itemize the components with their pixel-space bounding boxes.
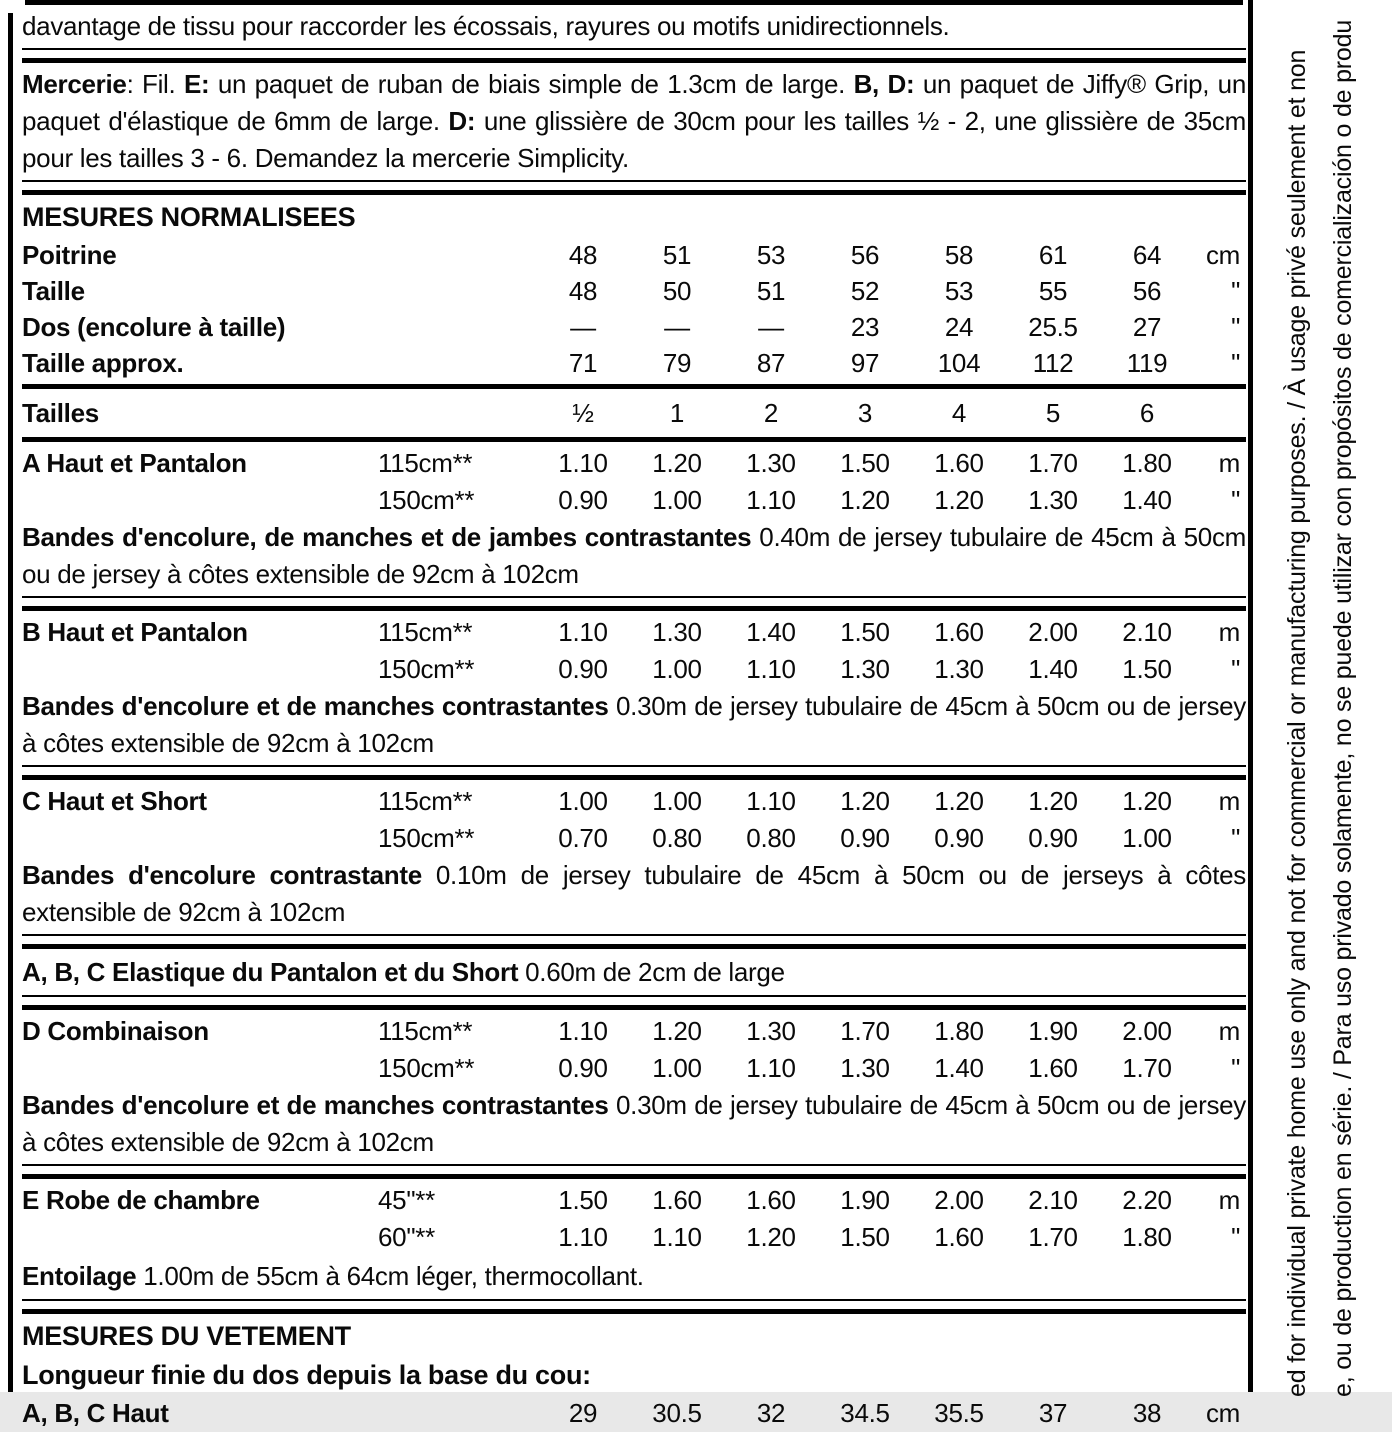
view-bd-label: B, D: [853, 69, 915, 99]
yardage-section-b [22, 614, 1246, 762]
measurement-row-height [22, 345, 1246, 381]
measurement-value: 112 [1032, 348, 1074, 378]
yardage-value: 1.10 [746, 1053, 796, 1083]
row-divider [22, 384, 1246, 389]
yardage-value: 1.30 [934, 654, 984, 684]
yardage-section-d [22, 1013, 1246, 1161]
size-value: 3 [857, 398, 873, 428]
yardage-value: 1.10 [558, 1222, 608, 1252]
measurement-value: 35.5 [934, 1398, 984, 1428]
yardage-value: 0.90 [558, 1053, 608, 1083]
measurement-value: 32 [756, 1398, 786, 1428]
measurement-value: — [570, 312, 596, 342]
unit-label: " [1231, 276, 1240, 306]
yardage-value: 1.10 [746, 654, 796, 684]
fabric-width: 45"** [378, 1185, 435, 1215]
yardage-value: 1.20 [652, 448, 702, 478]
measurement-value: 119 [1126, 348, 1168, 378]
yardage-value: 1.60 [1028, 1053, 1078, 1083]
unit-label: m [1218, 617, 1240, 647]
yardage-value: 1.10 [558, 448, 608, 478]
garment-measurements-heading: MESURES DU VETEMENT [22, 1321, 351, 1351]
fabric-note-continuation: davantage de tissu pour raccorder les écossais, rayures ou motifs unidirectionnels. [22, 11, 950, 41]
yardage-value: 1.00 [652, 1053, 702, 1083]
yardage-value: 1.10 [558, 617, 608, 647]
yardage-value: 1.60 [934, 448, 984, 478]
yardage-section-c [22, 783, 1246, 931]
notions-paragraph [22, 66, 1246, 177]
notions-label: Mercerie [22, 69, 127, 99]
view-label: E Robe de chambre [22, 1185, 260, 1215]
measurement-row-waist [22, 273, 1246, 309]
yardage-value: 2.00 [1028, 617, 1078, 647]
measurement-value: 48 [568, 276, 598, 306]
section-divider [22, 765, 1246, 780]
section-divider [22, 180, 1246, 195]
measurement-row-back [22, 309, 1246, 345]
unit-label: cm [1205, 240, 1240, 270]
contrast-band-note [22, 857, 1246, 931]
measurement-value: 58 [944, 240, 974, 270]
yardage-value: 1.00 [652, 485, 702, 515]
yardage-value: 1.40 [934, 1053, 984, 1083]
section-divider [22, 1299, 1246, 1314]
note-detail: 1.00m de 55cm à 64cm léger, thermocollant. [136, 1261, 644, 1291]
row-divider [22, 437, 1246, 442]
fabric-width: 115cm** [378, 1016, 473, 1046]
view-label: D Combinaison [22, 1016, 209, 1046]
measurement-value: 38 [1132, 1398, 1162, 1428]
yardage-value: 1.10 [746, 485, 796, 515]
yardage-value: 1.00 [558, 786, 608, 816]
section-divider [22, 1164, 1246, 1179]
measurement-value: 52 [850, 276, 880, 306]
fabric-width: 60"** [378, 1222, 435, 1252]
fabric-width: 150cm** [378, 823, 475, 853]
measurement-value: 53 [756, 240, 786, 270]
yardage-value: 1.80 [1122, 1222, 1172, 1252]
yardage-value: 1.90 [840, 1185, 890, 1215]
measurement-value: 55 [1038, 276, 1068, 306]
yardage-row [22, 1050, 1246, 1087]
measurement-value: 37 [1038, 1398, 1068, 1428]
elastic-note [22, 952, 1246, 992]
measurement-value: 79 [662, 348, 692, 378]
yardage-value: 1.10 [746, 786, 796, 816]
note-lead: A, B, C Elastique du Pantalon et du Short [22, 957, 519, 987]
yardage-value: 1.90 [1028, 1016, 1078, 1046]
yardage-section-e [22, 1182, 1246, 1296]
left-border-rule [8, 13, 13, 1392]
measurement-value: 87 [756, 348, 786, 378]
yardage-value: 1.70 [1028, 448, 1078, 478]
notions-text: : Fil. [126, 69, 184, 99]
size-value: 6 [1139, 398, 1155, 428]
unit-label: " [1231, 1222, 1240, 1252]
yardage-value: 0.90 [934, 823, 984, 853]
measurement-value: — [758, 312, 784, 342]
yardage-row [22, 1013, 1246, 1050]
yardage-value: 1.80 [1122, 448, 1172, 478]
yardage-value: 1.20 [652, 1016, 702, 1046]
measurement-value: 64 [1132, 240, 1162, 270]
yardage-value: 2.10 [1122, 617, 1172, 647]
garment-measurement-row [22, 1395, 1246, 1432]
note-lead: Bandes d'encolure et de manches contrastantes [22, 691, 609, 721]
yardage-value: 1.30 [840, 1053, 890, 1083]
yardage-value: 1.60 [746, 1185, 796, 1215]
yardage-value: 1.40 [746, 617, 796, 647]
yardage-value: 1.00 [1122, 823, 1172, 853]
yardage-value: 1.30 [746, 448, 796, 478]
note-detail: 0.30m de jersey tubulaire de 45cm à 50cm ou de jersey à côtes extensible de 92cm à 102cm [22, 1090, 1247, 1157]
copyright-margin-note-en-fr: ed for individual private home use only and not for commercial or manufacturing purposes. / À usage privé seulement et non [1283, 49, 1311, 1397]
yardage-row [22, 783, 1246, 820]
garment-measurements-section [22, 1317, 1246, 1432]
measurement-value: 53 [944, 276, 974, 306]
unit-label: m [1218, 1016, 1240, 1046]
copyright-margin-note-fr-es: e, ou de production en série. / Para uso privado solamente, no se puede utilizar con propósitos de comercialización o de produ [1329, 19, 1357, 1397]
note-detail: 0.30m de jersey tubulaire de 45cm à 50cm ou de jersey à côtes extensible de 92cm à 102cm [22, 691, 1247, 758]
notions-text: un paquet de Jiffy® Grip, un paquet d'élastique de 6mm de large. [22, 69, 1246, 136]
row-label: Poitrine [22, 240, 117, 270]
measurement-value: 61 [1038, 240, 1068, 270]
row-label: Dos (encolure à taille) [22, 312, 286, 342]
measurement-value: 34.5 [840, 1398, 890, 1428]
section-divider [22, 48, 1246, 63]
note-detail: 0.60m de 2cm de large [518, 957, 785, 987]
yardage-row [22, 820, 1246, 857]
yardage-section-a [22, 445, 1246, 593]
yardage-value: 1.60 [934, 1222, 984, 1252]
view-label: B Haut et Pantalon [22, 617, 248, 647]
yardage-value: 1.30 [840, 654, 890, 684]
yardage-value: 1.00 [652, 654, 702, 684]
yardage-value: 2.00 [934, 1185, 984, 1215]
yardage-value: 1.00 [652, 786, 702, 816]
yardage-row [22, 614, 1246, 651]
sizes-label: Tailles [22, 398, 99, 428]
size-value: 5 [1045, 398, 1061, 428]
yardage-value: 1.30 [652, 617, 702, 647]
measurement-value: 27 [1132, 312, 1162, 342]
measurement-value: 30.5 [652, 1398, 702, 1428]
view-label: C Haut et Short [22, 786, 207, 816]
measurement-value: 23 [850, 312, 880, 342]
measurement-value: — [664, 312, 690, 342]
measurement-value: 29 [568, 1398, 598, 1428]
yardage-row [22, 445, 1246, 482]
unit-label: " [1231, 485, 1240, 515]
size-value: 2 [763, 398, 779, 428]
yardage-row [22, 1182, 1246, 1219]
yardage-value: 1.50 [840, 448, 890, 478]
measurement-value: 51 [756, 276, 786, 306]
yardage-row [22, 1219, 1246, 1256]
right-border-rule [1248, 0, 1253, 1392]
fabric-width: 115cm** [378, 786, 473, 816]
yardage-value: 1.70 [840, 1016, 890, 1046]
view-label: A Haut et Pantalon [22, 448, 247, 478]
cut-off-row-rule [25, 0, 1243, 5]
interfacing-note [22, 1256, 1246, 1296]
yardage-value: 0.70 [558, 823, 608, 853]
unit-label: " [1231, 348, 1240, 378]
section-divider [22, 596, 1246, 611]
view-d-label: D: [448, 106, 476, 136]
contrast-band-note [22, 1087, 1246, 1161]
yardage-value: 1.60 [652, 1185, 702, 1215]
yardage-value: 0.90 [558, 654, 608, 684]
measurement-value: 104 [937, 348, 981, 378]
yardage-value: 0.90 [558, 485, 608, 515]
unit-label: " [1231, 823, 1240, 853]
note-lead: Bandes d'encolure, de manches et de jambes contrastantes [22, 522, 752, 552]
yardage-value: 1.30 [1028, 485, 1078, 515]
yardage-value: 0.90 [1028, 823, 1078, 853]
contrast-band-note [22, 519, 1246, 593]
measurement-row-chest [22, 237, 1246, 273]
measurement-value: 51 [662, 240, 692, 270]
measurement-value: 24 [944, 312, 974, 342]
notions-text: une glissière de 30cm pour les tailles ½ - 2, une glissière de 35cm pour les tailles 3 - 6. Demandez la mercerie Simplicity. [22, 106, 1246, 173]
sizes-row [22, 392, 1246, 434]
yardage-value: 1.30 [746, 1016, 796, 1046]
fabric-width: 150cm** [378, 1053, 475, 1083]
section-divider [22, 934, 1246, 949]
yardage-row [22, 651, 1246, 688]
note-lead: Entoilage [22, 1261, 137, 1291]
view-e-label: E: [183, 69, 210, 99]
yardage-value: 1.20 [934, 485, 984, 515]
garment-measurements-subheading: Longueur finie du dos depuis la base du cou: [22, 1360, 591, 1390]
section-divider [22, 995, 1246, 1010]
note-lead: Bandes d'encolure et de manches contrastantes [22, 1090, 609, 1120]
unit-label: " [1231, 1053, 1240, 1083]
contrast-band-note [22, 688, 1246, 762]
yardage-value: 1.20 [1028, 786, 1078, 816]
yardage-value: 1.10 [558, 1016, 608, 1046]
note-lead: Bandes d'encolure contrastante [22, 860, 422, 890]
yardage-value: 1.40 [1028, 654, 1078, 684]
yardage-row [22, 482, 1246, 519]
size-value: 4 [951, 398, 967, 428]
unit-label: m [1218, 1185, 1240, 1215]
unit-label: " [1231, 312, 1240, 342]
unit-label: m [1218, 786, 1240, 816]
yardage-value: 1.70 [1122, 1053, 1172, 1083]
yardage-value: 1.70 [1028, 1222, 1078, 1252]
yardage-value: 1.80 [934, 1016, 984, 1046]
measurement-value: 48 [568, 240, 598, 270]
yardage-value: 2.20 [1122, 1185, 1172, 1215]
yardage-value: 0.90 [840, 823, 890, 853]
row-label: Taille approx. [22, 348, 184, 378]
yardage-value: 1.50 [558, 1185, 608, 1215]
yardage-value: 1.60 [934, 617, 984, 647]
yardage-value: 1.20 [840, 485, 890, 515]
measurement-value: 25.5 [1028, 312, 1078, 342]
size-value: 1 [669, 398, 685, 428]
yardage-value: 1.20 [934, 786, 984, 816]
measurement-value: 56 [850, 240, 880, 270]
unit-label: cm [1205, 1398, 1240, 1428]
standard-measurements-section [22, 198, 1246, 381]
fabric-width: 115cm** [378, 448, 473, 478]
yardage-value: 2.10 [1028, 1185, 1078, 1215]
yardage-value: 1.50 [840, 1222, 890, 1252]
measurement-value: 97 [850, 348, 880, 378]
yardage-value: 2.00 [1122, 1016, 1172, 1046]
yardage-value: 0.80 [652, 823, 702, 853]
unit-label: " [1231, 654, 1240, 684]
yardage-value: 1.20 [1122, 786, 1172, 816]
yardage-value: 1.10 [652, 1222, 702, 1252]
standard-measurements-heading: MESURES NORMALISEES [22, 202, 356, 232]
fabric-width: 115cm** [378, 617, 473, 647]
note-detail: 0.10m de jersey tubulaire de 45cm à 50cm ou de jerseys à côtes extensible de 92cm à 102cm [22, 860, 1246, 927]
yardage-value: 1.20 [840, 786, 890, 816]
yardage-value: 0.80 [746, 823, 796, 853]
size-value: ½ [572, 398, 594, 428]
yardage-value: 1.50 [840, 617, 890, 647]
main-content [22, 7, 1246, 1432]
measurement-value: 56 [1132, 276, 1162, 306]
fabric-width: 150cm** [378, 654, 475, 684]
notions-text: un paquet de ruban de biais simple de 1.3cm de large. [209, 69, 854, 99]
measurement-value: 50 [662, 276, 692, 306]
fabric-width: 150cm** [378, 485, 475, 515]
row-label: A, B, C Haut [22, 1398, 169, 1428]
note-detail: 0.40m de jersey tubulaire de 45cm à 50cm ou de jersey à côtes extensible de 92cm à 102cm [22, 522, 1247, 589]
unit-label: m [1218, 448, 1240, 478]
yardage-value: 1.20 [746, 1222, 796, 1252]
row-label: Taille [22, 276, 85, 306]
measurement-value: 71 [568, 348, 598, 378]
yardage-value: 1.40 [1122, 485, 1172, 515]
yardage-value: 1.50 [1122, 654, 1172, 684]
